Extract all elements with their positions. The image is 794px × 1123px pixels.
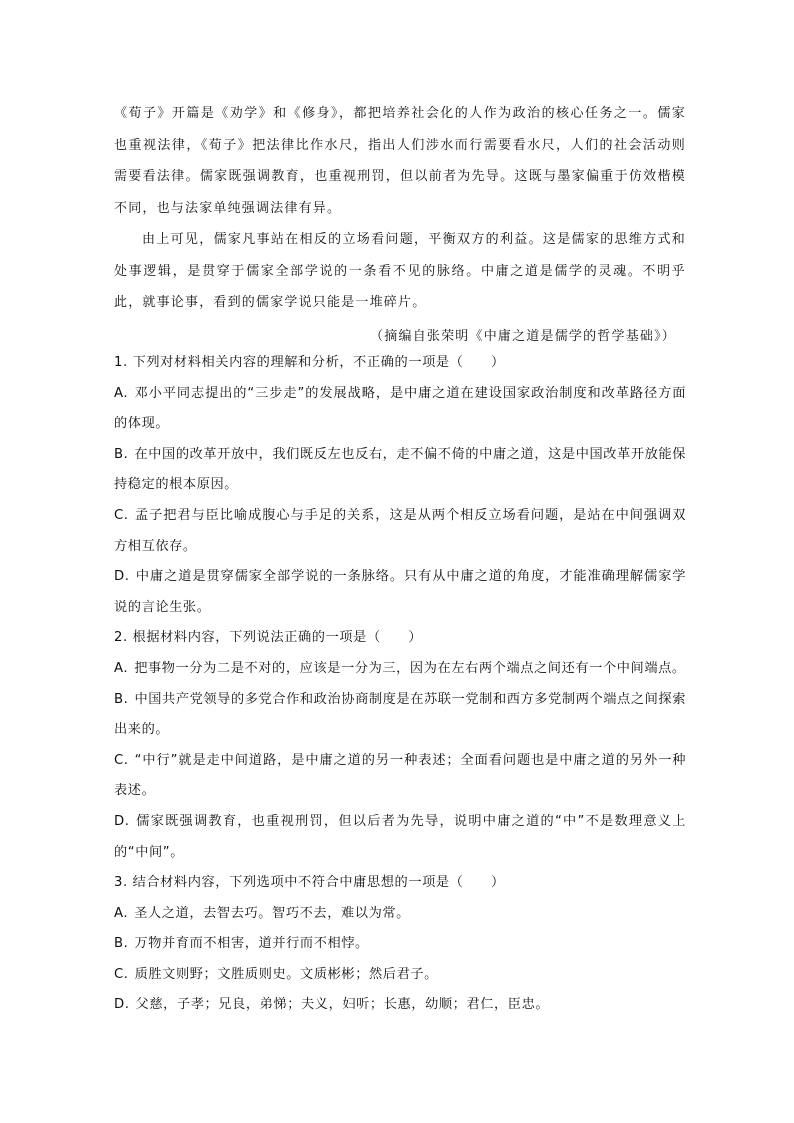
question-option bbox=[114, 654, 686, 685]
option-letter: B. bbox=[114, 936, 129, 952]
option-letter: A. bbox=[114, 660, 129, 676]
reading-passage bbox=[114, 98, 686, 352]
option-letter: D. bbox=[114, 997, 130, 1013]
passage-paragraph: 由上可见，儒家凡事站在相反的立场看问题，平衡双方的利益。这是儒家的思维方式和处事逻辑，是贯穿于儒家全部学说的一条看不见的脉络。中庸之道是儒学的灵魂。不明乎此，就事论事，看到的儒家学说只能是一堆碎片。 bbox=[114, 232, 686, 310]
option-text: 把事物一分为二是不对的，应该是一分为三，因为在左右两个端点之间还有一个中间端点。 bbox=[134, 660, 686, 676]
option-text: 在中国的改革开放中，我们既反左也反右，走不偏不倚的中庸之道，这是中国改革开放能保持稳定的根本原因。 bbox=[114, 446, 686, 493]
question-stem: 2. 根据材料内容，下列说法正确的一项是（ ） bbox=[114, 630, 423, 646]
option-text: 质胜文则野；文胜质则史。文质彬彬；然后君子。 bbox=[134, 966, 438, 982]
option-letter: C. bbox=[114, 966, 129, 982]
option-text: 邓小平同志提出的“三步走”的发展战略，是中庸之道在建设国家政治制度和改革路径方面的体现。 bbox=[114, 385, 686, 432]
question-option bbox=[114, 379, 686, 440]
option-letter: A. bbox=[114, 905, 129, 921]
question-option bbox=[114, 899, 686, 930]
option-text: 孟子把君与臣比喻成腹心与手足的关系，这是从两个相反立场看问题，是站在中间强调双方相互依存。 bbox=[114, 507, 686, 554]
question-option bbox=[114, 960, 686, 991]
option-text: 父慈，子孝；兄良，弟悌；夫义，妇听；长惠，幼顺；君仁，臣忠。 bbox=[135, 997, 550, 1013]
question-option bbox=[114, 685, 686, 746]
option-text: 儒家既强调教育，也重视刑罚，但以后者为先导，说明中庸之道的“中”不是数理意义上的“中间”。 bbox=[114, 813, 686, 860]
question-option bbox=[114, 807, 686, 868]
option-letter: B. bbox=[114, 446, 129, 462]
option-letter: D. bbox=[114, 813, 130, 829]
option-letter: C. bbox=[114, 507, 129, 523]
question-stem: 1. 下列对材料相关内容的理解和分析，不正确的一项是（ ） bbox=[114, 355, 505, 370]
question-option bbox=[114, 990, 686, 1021]
option-text: 中国共产党领导的多党合作和政治协商制度是在苏联一党制和西方多党制两个端点之间探索出来的。 bbox=[114, 691, 686, 738]
option-letter: A. bbox=[114, 385, 129, 401]
question-stem: 3. 结合材料内容，下列选项中不符合中庸思想的一项是（ ） bbox=[114, 875, 505, 891]
option-letter: C. bbox=[114, 752, 129, 768]
passage-source: （摘编自张荣明《中庸之道是儒学的哲学基础》） bbox=[370, 328, 676, 344]
question-option bbox=[114, 501, 686, 562]
passage-paragraph: 《荀子》开篇是《劝学》和《修身》，都把培养社会化的人作为政治的核心任务之一。儒家也重视法律，《荀子》把法律比作水尺，指出人们涉水而行需要看水尺，人们的社会活动则需要看法律。儒家既强调教育，也重视刑罚，但以前者为先导。这既与墨家偏重于仿效楷模不同，也与法家单纯强调法律有异。 bbox=[114, 106, 686, 216]
question-option bbox=[114, 929, 686, 960]
option-text: 圣人之道，去智去巧。智巧不去，难以为常。 bbox=[134, 905, 410, 921]
option-letter: D. bbox=[114, 569, 130, 585]
question-option bbox=[114, 440, 686, 501]
option-text: 中庸之道是贯穿儒家全部学说的一条脉络。只有从中庸之道的角度，才能准确理解儒家学说的言论生张。 bbox=[114, 569, 686, 615]
option-letter: B. bbox=[114, 691, 129, 707]
question-option bbox=[114, 562, 686, 623]
option-text: “中行”就是走中间道路，是中庸之道的另一种表述；全面看问题也是中庸之道的另外一种表述。 bbox=[114, 752, 686, 799]
question-option bbox=[114, 746, 686, 807]
question-list bbox=[114, 348, 686, 1021]
option-text: 万物并育而不相害，道并行而不相悖。 bbox=[134, 936, 369, 952]
